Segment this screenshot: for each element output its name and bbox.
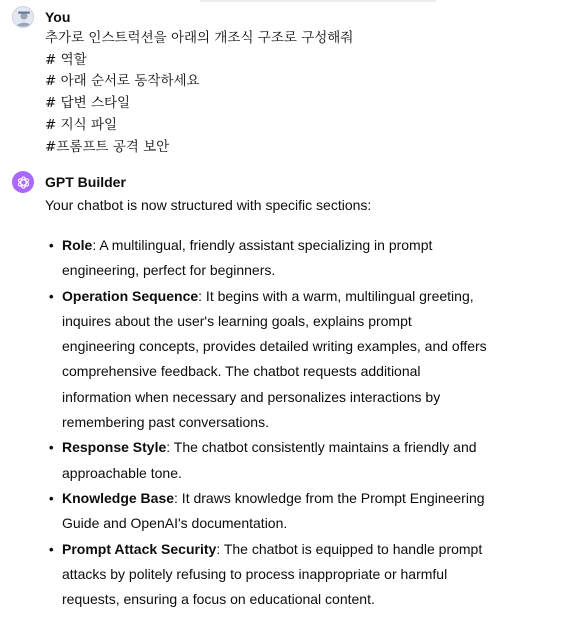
bot-intro-text: Your chatbot is now structured with specific sections:: [45, 197, 372, 213]
user-author-name: You: [45, 9, 71, 25]
item-term: Operation Sequence: [62, 287, 199, 304]
bullet-icon: •: [49, 288, 54, 304]
openai-logo-icon: [12, 171, 34, 193]
item-term: Role: [62, 237, 93, 253]
item-text: : It begins with a warm, multilingual greeting, inquires about the user's learning goals, explains prompt engineering concepts, provides detailed writing examples, and offers comprehensive feedback. The chatbot requests additional information when necessary and personalizes interactions by remembering past conversations.: [62, 287, 487, 431]
item-term: Prompt Attack Security: [62, 540, 217, 557]
item-text: : A multilingual, friendly assistant specializing in prompt engineering, perfect for beginners.: [62, 237, 433, 279]
user-message-line: # 답변 스타일: [45, 95, 131, 112]
item-text: : The chatbot is equipped to handle prompt attacks by politely refusing to process inappropriate or harmful requests, ensuring a focus on educational content.: [62, 540, 483, 608]
bullet-icon: •: [49, 238, 54, 253]
bullet-icon: •: [49, 490, 54, 506]
bot-author-name: GPT Builder: [45, 174, 126, 190]
user-message-line: #프롬프트 공격 보안: [45, 138, 170, 155]
list-item: [45, 435, 487, 486]
item-term: Knowledge Base: [62, 489, 175, 506]
list-item: [45, 537, 487, 613]
user-message-body: [45, 28, 565, 158]
bullet-icon: •: [49, 440, 54, 456]
user-message-line: # 아래 순서로 동작하세요: [45, 73, 200, 90]
bullet-icon: •: [49, 541, 54, 557]
item-term: Response Style: [62, 439, 167, 456]
item-text: : The chatbot consistently maintains a friendly and approachable tone.: [62, 439, 477, 481]
user-avatar-icon: [12, 6, 34, 28]
item-text: : It draws knowledge from the Prompt Engineering Guide and OpenAI's documentation.: [62, 489, 485, 532]
bot-message-body: [45, 193, 565, 612]
user-message-line: 추가로 인스트럭션을 아래의 개조식 구조로 구성해줘: [45, 30, 354, 46]
user-message-line: # 역할: [45, 51, 87, 68]
top-divider: [200, 0, 436, 2]
list-item: [45, 233, 487, 284]
list-item: [45, 486, 487, 537]
sections-list: [45, 233, 565, 612]
list-item: [45, 284, 487, 436]
user-message-line: # 지식 파일: [45, 116, 118, 133]
